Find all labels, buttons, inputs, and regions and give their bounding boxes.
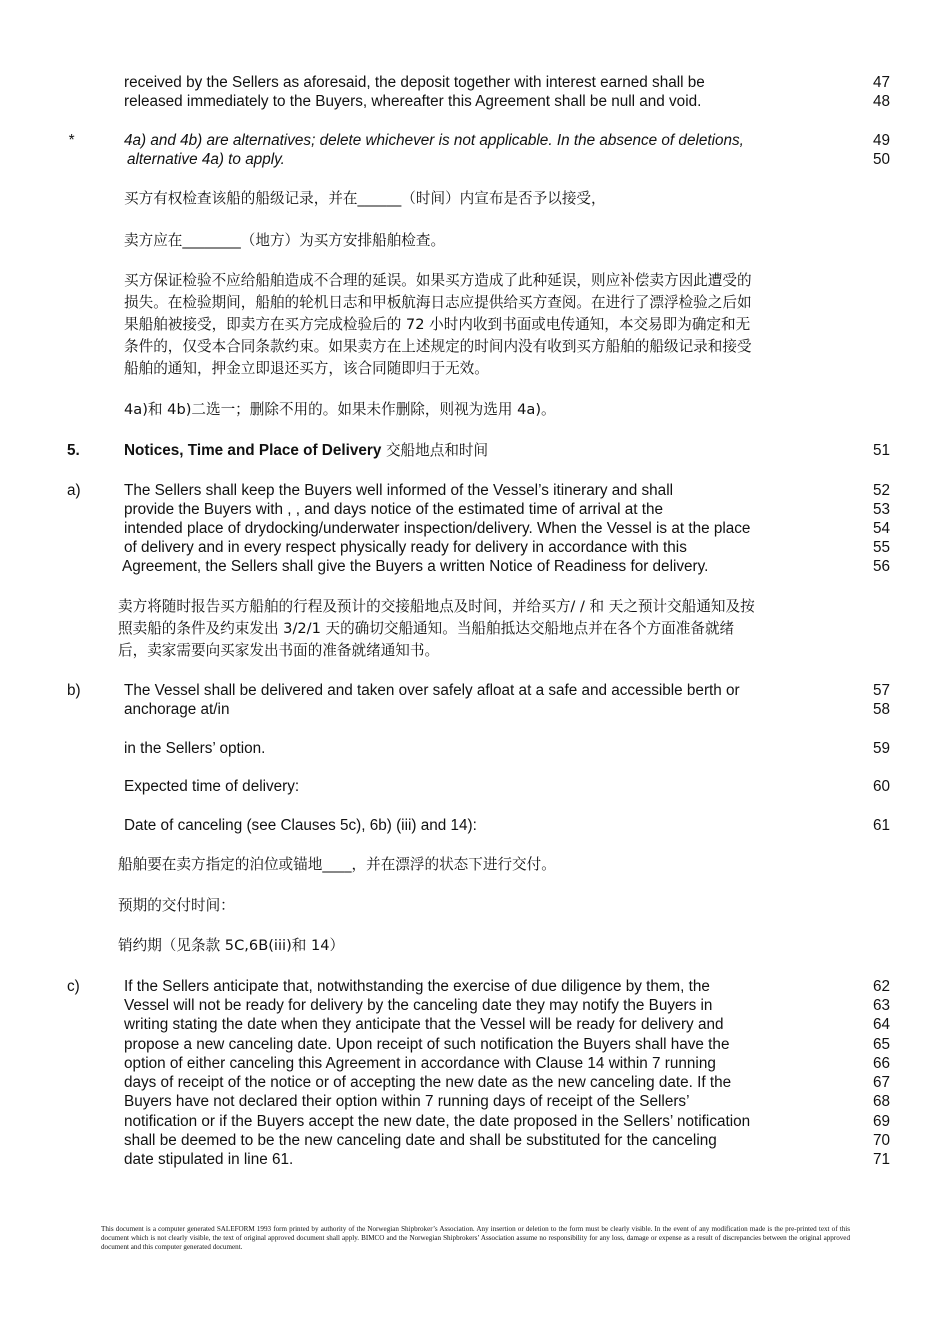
clause-label: b) xyxy=(67,682,81,699)
line-number: 57 xyxy=(873,682,891,699)
zh-paragraph: 销约期（见条款 5C,6B(iii)和 14） xyxy=(118,937,345,954)
clause-label: a) xyxy=(67,482,81,499)
line-number: 69 xyxy=(873,1113,891,1130)
line-number: 55 xyxy=(873,539,891,556)
footer-disclaimer: This document is a computer generated SALEFORM 1993 form printed by authority of the Norwegian Shipbroker’s Association. Any insertion or deletion to the form must be clearly visible. In the event of any modification made is the pre-printed text of this document which is not clearly visible, the text of original approved document shall apply. BIMCO and the Norwegian Shipbrokers’ Association assume no responsibility for any loss, damage or expense as a result of discrepancies between the original approved document and this computer generated document. xyxy=(101,1225,850,1251)
line-number: 54 xyxy=(873,520,891,537)
zh-paragraph-line: 买方保证检验不应给船舶造成不合理的延误。如果买方造成了此种延误，则应补偿卖方因此遭受的 xyxy=(124,272,752,289)
line-number: 51 xyxy=(873,442,891,459)
line-number: 49 xyxy=(873,132,891,149)
zh-paragraph: 船舶要在卖方指定的泊位或锚地____，并在漂浮的状态下进行交付。 xyxy=(118,856,556,873)
section-number: 5. xyxy=(67,442,80,459)
body-line: notification or if the Buyers accept the new date, the date proposed in the Sellers’ notification xyxy=(124,1113,751,1130)
body-line: date stipulated in line 61. xyxy=(124,1151,294,1168)
zh-paragraph: 卖方应在________（地方）为买方安排船舶检查。 xyxy=(124,232,446,249)
section-title-zh: 交船地点和时间 xyxy=(381,442,489,459)
body-line: intended place of drydocking/underwater inspection/delivery. When the Vessel is at the place xyxy=(124,520,751,537)
note-line: 4a) and 4b) are alternatives; delete whichever is not applicable. In the absence of deletions, xyxy=(124,132,744,149)
body-line: The Vessel shall be delivered and taken over safely afloat at a safe and accessible berth or xyxy=(124,682,740,699)
line-number: 61 xyxy=(873,817,891,834)
body-line: Agreement, the Sellers shall give the Buyers a written Notice of Readiness for delivery. xyxy=(122,558,709,575)
line-number: 48 xyxy=(873,93,891,110)
section-heading xyxy=(124,440,488,462)
zh-paragraph-line: 后，卖家需要向买家发出书面的准备就绪通知书。 xyxy=(118,642,440,659)
line-number: 62 xyxy=(873,978,891,995)
zh-paragraph-line: 损失。在检验期间，船舶的轮机日志和甲板航海日志应提供给买方查阅。在进行了漂浮检验之后如 xyxy=(124,294,752,311)
clause-label: c) xyxy=(67,978,80,995)
line-number: 64 xyxy=(873,1016,891,1033)
body-line: Date of canceling (see Clauses 5c), 6b) (iii) and 14): xyxy=(124,817,477,834)
body-line: received by the Sellers as aforesaid, the deposit together with interest earned shall be xyxy=(124,74,705,91)
line-number: 66 xyxy=(873,1055,891,1072)
body-line: days of receipt of the notice or of accepting the new date as the new canceling date. If the xyxy=(124,1074,732,1091)
line-number: 56 xyxy=(873,558,891,575)
line-number: 68 xyxy=(873,1093,891,1110)
body-line: released immediately to the Buyers, whereafter this Agreement shall be null and void. xyxy=(124,93,702,110)
zh-paragraph: 买方有权检查该船的船级记录，并在______（时间）内宣布是否予以接受， xyxy=(124,190,606,207)
zh-paragraph-line: 照卖船的条件及约束发出 3/2/1 天的确切交船通知。当船舶抵达交船地点并在各个方面准备就绪 xyxy=(118,620,735,637)
body-line: propose a new canceling date. Upon receipt of such notification the Buyers shall have the xyxy=(124,1036,730,1053)
body-line: Expected time of delivery: xyxy=(124,778,300,795)
line-number: 60 xyxy=(873,778,891,795)
body-line: Buyers have not declared their option within 7 running days of receipt of the Sellers’ xyxy=(124,1093,690,1110)
line-number: 71 xyxy=(873,1151,891,1168)
line-number: 52 xyxy=(873,482,891,499)
body-line: option of either canceling this Agreement in accordance with Clause 14 within 7 running xyxy=(124,1055,716,1072)
line-number: 70 xyxy=(873,1132,891,1149)
line-number: 58 xyxy=(873,701,891,718)
body-line: Vessel will not be ready for delivery by the canceling date they may notify the Buyers in xyxy=(124,997,713,1014)
zh-paragraph: 4a)和 4b)二选一；删除不用的。如果未作删除，则视为选用 4a)。 xyxy=(124,401,556,418)
line-number: 67 xyxy=(873,1074,891,1091)
zh-paragraph-line: 条件的，仅受本合同条款约束。如果卖方在上述规定的时间内没有收到买方船舶的船级记录和接受 xyxy=(124,338,752,355)
note-marker: * xyxy=(68,132,74,149)
zh-paragraph: 预期的交付时间： xyxy=(118,897,235,914)
body-line: in the Sellers’ option. xyxy=(124,740,266,757)
line-number: 50 xyxy=(873,151,891,168)
line-number: 65 xyxy=(873,1036,891,1053)
line-number: 47 xyxy=(873,74,891,91)
zh-paragraph-line: 果船舶被接受，即卖方在买方完成检验后的 72 小时内收到书面或电传通知，本交易即为确定和无 xyxy=(124,316,751,333)
line-number: 53 xyxy=(873,501,891,518)
note-line: alternative 4a) to apply. xyxy=(127,151,285,168)
zh-paragraph-line: 船舶的通知，押金立即退还买方，该合同随即归于无效。 xyxy=(124,360,489,377)
line-number: 59 xyxy=(873,740,891,757)
body-line: shall be deemed to be the new canceling date and shall be substituted for the canceling xyxy=(124,1132,717,1149)
body-line: writing stating the date when they anticipate that the Vessel will be ready for delivery and xyxy=(124,1016,724,1033)
zh-paragraph-line: 卖方将随时报告买方船舶的行程及预计的交接船地点及时间，并给买方/ / 和 天之预计交船通知及按 xyxy=(118,598,755,615)
body-line: of delivery and in every respect physically ready for delivery in accordance with this xyxy=(124,539,687,556)
body-line: If the Sellers anticipate that, notwithstanding the exercise of due diligence by them, the xyxy=(124,978,710,995)
body-line: The Sellers shall keep the Buyers well informed of the Vessel’s itinerary and shall xyxy=(124,482,673,499)
line-number: 63 xyxy=(873,997,891,1014)
body-line: anchorage at/in xyxy=(124,701,230,718)
body-line: provide the Buyers with , , and days notice of the estimated time of arrival at the xyxy=(124,501,664,518)
section-title: Notices, Time and Place of Delivery xyxy=(124,442,382,459)
